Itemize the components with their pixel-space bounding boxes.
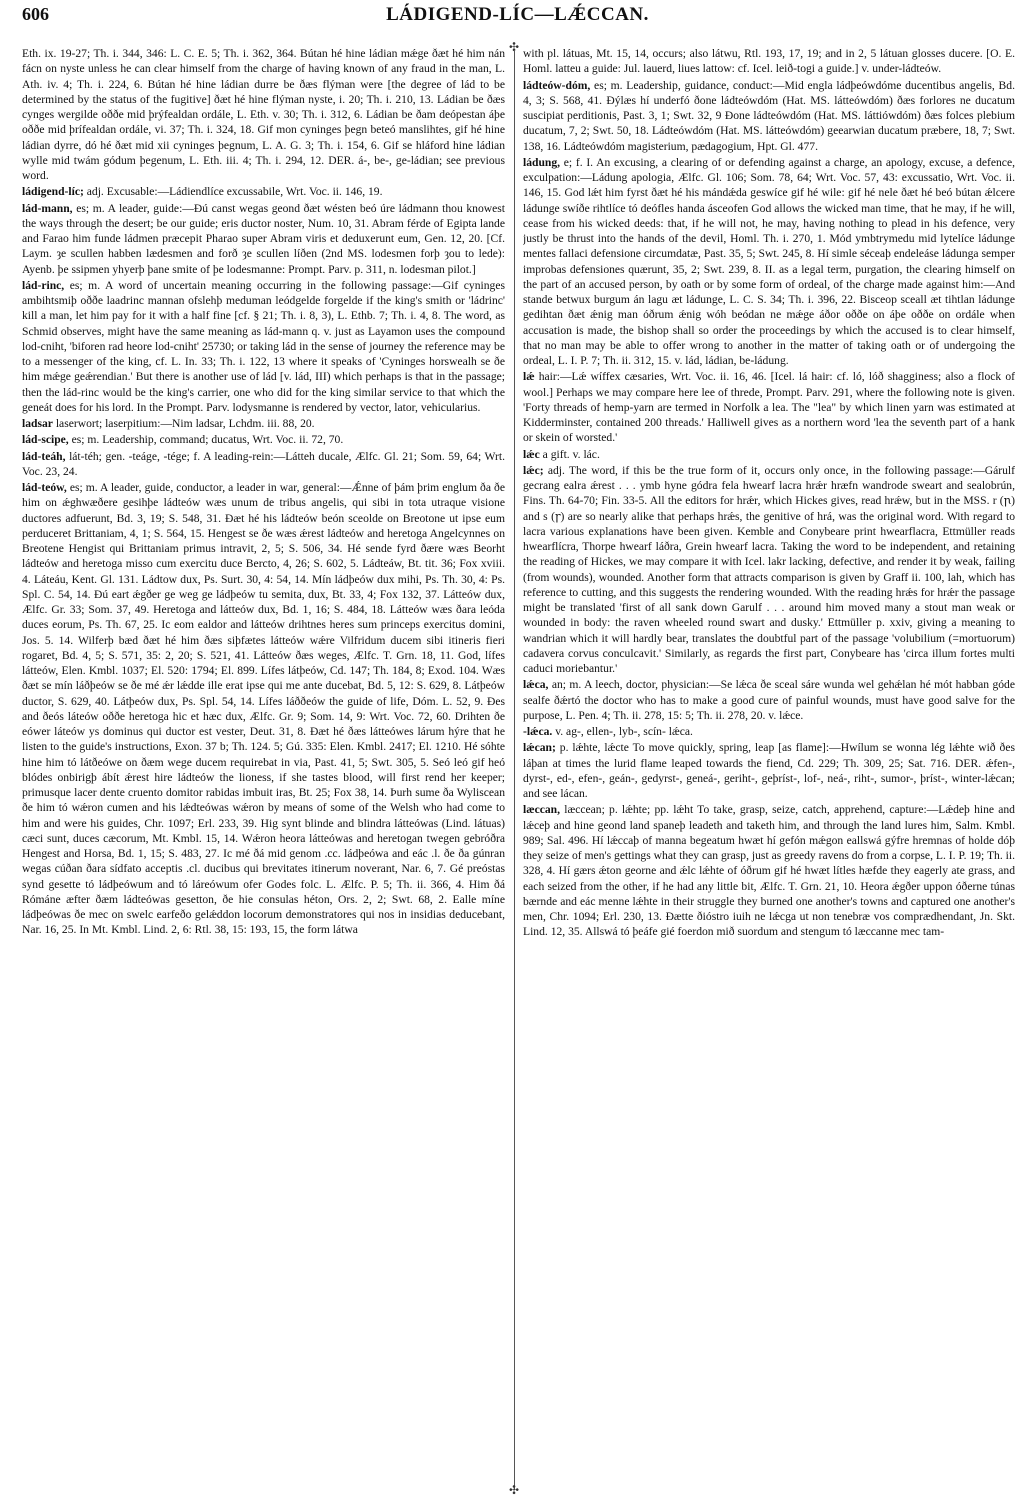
entry-headword: ladsar [22,417,53,430]
entry-headword: -lǽca. [523,725,553,738]
entry-headword: ládteów-dóm, [523,78,591,92]
dictionary-entry [22,46,505,183]
entry-body: læccean; p. lǽhte; pp. lǽht To take, grasp, seize, catch, apprehend, capture:—Lǽdeþ hine and lǽceþ and hine geond land spaneþ leadeth and taketh him, and through the land lures him, Salm. Kmbl. 989; Sal. 496. Hí lǽccaþ of manna begeatum hwæt hí gefón mǽgon eallswá gýfre hremnas of holde dóþ they seize of men's gettings what they can grasp, just as greedy ravens do from a corpse, L. I. P. 19; Th. ii. 328, 4. Hí gærs ǽton georne and ǽlc lǽhte of óðrum gif hé hwæt lítles hæfde they eagerly ate grass, and each seized from the other, if he had any little bit, Ælfc. T. Grn. 21, 10. Heora ǽgðer uppon óðerne túnas bærnde and eác menne lǽhte in their struggle they burned one another's towns and captured one another's men, Chr. 1094; Erl. 230, 13. Ðætte ðióstro iuih ne lǽcga ut non tenebræ vos comprædhendant, Jn. Skt. Lind. 12, 35. Allswá tó þeáfe gié foerdon mið suordum and stengum tó læccanne mec tam- [523,803,1015,939]
dictionary-entry [523,46,1015,77]
entry-body: v. ag-, ellen-, lyb-, scín- lǽca. [555,725,693,738]
entry-body: es; m. Leadership, command; ducatus, Wrt. Voc. ii. 72, 70. [71,433,344,447]
entry-body: es; m. A word of uncertain meaning occurring in the following passage:—Gif cyninges ambihtsmiþ oððe laadrinc mannan ofslehþ meduman leódgelde forgelde if the king's smith or 'ládrinc' kill a man, let him pay for it with a half fine [cf. § 21; Th. i. 8, 3), L. Ethb. 7; Th. i. 4, 8. The word, as Schmid observes, might have the same meaning as lád-mann q. v. just as Layamon uses the compound lod-cniht, 'biforen rad heore lod-cniht' 25730; or taking lád in the sense of journey the reference may be to a messenger of the king, cf. L. In. 33; Th. i. 122, 13 where it speaks of 'Cyninges horswealh se ðe him mǽge geǽrendian.' But there is another use of lád [v. lád, III) which perhaps is that in the passage; then the lád-rinc would be the king's carrier, one who did for the king similar service to that which the geneát does for his lord. In the Prompt. Parv. lodysmanne is rendered by vector, lator, vehicularius. [22,278,505,414]
dictionary-entry [22,432,505,447]
dictionary-entry [22,449,505,480]
page-number: 606 [22,4,49,24]
dictionary-entry [523,447,1015,462]
entry-headword: lád-rinc, [22,278,65,292]
dictionary-entry [22,480,505,938]
entry-body: a gift. v. lác. [542,447,600,461]
entry-body: laserwort; laserpitium:—Nim ladsar, Lchdm. iii. 88, 20. [55,417,315,430]
entry-headword: lád-mann, [22,201,73,215]
entry-body: es; m. A leader, guide:—Ðú canst wegas geond ðæt wésten beó úre ládmann thou knowest the ways through the desert; be our guide; eris ductor noster, Num. 10, 31. Abram férde of Egipta lande and Farao him funde ládmen præcepit Pharao super Abram viris et deduxerunt eum, Gen. 12, 20. [Cf. Laym. ȝe scullen habben lædesmen and forð ȝe scullen líðen (2nd MS. lodesmen forþ ȝou to lede): Ayenb. þe ssipmen yhyerþ þane smite of þe lodesmanne: Prompt. Parv. p. 311, n. lodesman pilot.] [22,201,505,276]
entry-headword: lǽc; [523,463,544,477]
entry-headword: lǽc [523,447,540,461]
column-ornament-bottom: ✣ [508,1483,520,1497]
entry-headword: ládung, [523,155,561,169]
entry-headword: lǽ [523,370,535,384]
entry-body: es; m. Leadership, guidance, conduct:—Mid engla ládþeówdóme ducentibus angelis, Bd. 4, 3; S. 568, 41. Ðýlæs hí underfó ðone ládteówdóm (Hat. MS. látteówdóm) ðæs forlores ne ducatum suscipiat perditionis, Past. 3, 1; Swt. 32, 9 Ðone ládteówdóm (Hat. MS. láttiówdóm) ðæs folces plebium ducatum, 7, 2; Swt. 50, 18. Ládteówdóm (Hat. MS. látteówdóm) geearwian ducatum præbere, 18, 7; Swt. 138, 16. Ládteówdóm magisterium, pædagogium, Hpt. Gl. 477. [523,78,1015,153]
dictionary-entry [523,369,1015,445]
entry-headword: lád-teáh, [22,449,66,463]
entry-body: e; f. I. An excusing, a clearing of or defending against a charge, an apology, excuse, a defence, exculpation:—Ládung apologia, Ælfc. Gl. 106; Som. 78, 64; Wrt. Voc. 57, 43: excussatio, Wrt. Voc. ii. 146, 15. God lǽt him fyrst ðæt hé his mándǽda geswíce gif hé wile: gif hé nele ðæt hé beó bútan ǽlcere ládunge swíðe rihtlíce tó deófles handa ásceofen God allows the wicked man time, that he may, if he will, cease from his wicked deeds: that, if he will not, he may, having nothing to plead in his defence, very justly be thrust into the hands of the devil, Homl. Th. i. 270, 1. Mód ymbtrymedu mid lytelíce ládunge mentes fallaci defensione circumdatæ, Past. 35, 5; Swt. 245, 8. Hí simle séceaþ endeleáse ládunga semper improbas defensiones quærunt, 35, 2; Swt. 239, 8. II. as a legal term, purgation, the clearing himself on the part of an accused person, by oath or by some form of ordeal, of the charge made against him:—And stande betwux burgum án lagu æt ládunge, L. C. S. 34; Th. i. 396, 22. Bisceop sceall æt tihtlan ládunge gedihtan ðæt ǽnig man óðrum ǽnig wóh beódan ne mǽge áðor oððe on áþe oððe on ordále when accusation is made, the bishop shall so order the proceedings by which the accused is to clear himself, that no man may be able to offer wrong to another in the matter of taking oath or of undergoing the ordeal, L. I. P. 7; Th. ii. 312, 15. v. lád, ládian, be-ládung. [523,155,1015,367]
dictionary-entry [22,416,505,431]
entry-headword: læccan, [523,803,561,817]
entry-headword: lǽca, [523,678,549,692]
dictionary-entry [523,78,1015,154]
entry-body: an; m. A leech, doctor, physician:—Se lǽca ðe sceal sáre wunda wel gehǽlan hé mót habban góde sealfe ðǽrtó the doctor who has to make a good cure of painful wounds, must have good salve for the purpose, L. Pen. 4; Th. ii. 278, 15: 5; Th. ii. 278, 20. v. lǽce. [523,678,1015,722]
entry-body: adj. Excusable:—Ládiendlíce excussabile, Wrt. Voc. ii. 146, 19. [86,185,383,199]
entry-body: hair:—Lǽ wíffex cæsaries, Wrt. Voc. ii. 16, 46. [Icel. lá hair: cf. ló, lóð shagginess; also a flock of wool.] Perhaps we may compare here lee of threde, Prompt. Parv. 291, where the following note is given. 'Forty threads of hemp-yarn are termed in Norfolk a lea. The "lea" by which linen yarn was estimated at Kidderminster, contained 200 threads.' Halliwell gives as a northern word 'lea the seventh part of a hank or skein of worsted.' [523,370,1015,445]
entry-headword: ládigend-líc; [22,185,84,199]
dictionary-entry [22,201,505,277]
right-column [523,46,1015,1494]
entry-body: Eth. ix. 19-27; Th. i. 344, 346: L. C. E. 5; Th. i. 362, 364. Bútan hé hine ládian mǽge ðæt hé him nán fácn on nyste unless he can clear himself from the charge of having known of any fraud in the man, L. Ath. iv. 4; Th. i. 224, 6. Bútan hé hine ládian durre be ðæs flýman were [the degree of lád to be determined by the status of the fugitive] ðæt hé hine flýman nyste, i. 20; Th. i. 210, 13. Ládian be ðæs cynges wergilde oððe mid þrýfealdan ordále, L. Eth. v. 30; Th. i. 312, 6. Ládian be ðam deópestan áþe oððe mid þrífealdan ordále, vi. 37; Th. i. 324, 18. Gif mon cyninges þegn beteó manslihtes, gif hé hine ládian dyrre, dó hé ðæt mid xii cyninges þegnum, L. A. G. 3; Th. i. 154, 6. Gif se hláford hine ládian wylle mid twám gódum þegenum, L. Eth. iii. 4; Th. i. 294, 12. DER. á-, be-, ge-ládian; see previous word. [22,47,505,182]
running-head: LÁDIGEND-LÍC—LǼCCAN. [386,4,649,25]
dictionary-entry [22,278,505,415]
dictionary-entry [523,740,1015,801]
column-ornament-top: ✣ [508,40,520,54]
left-column [22,46,505,1494]
entry-headword: lád-scipe, [22,433,69,447]
entry-body: lát-téh; gen. -teáge, -tége; f. A leading-rein:—Látteh ducale, Ælfc. Gl. 21; Som. 59, 64; Wrt. Voc. 23, 24. [22,449,505,478]
dictionary-entry [523,155,1015,369]
dictionary-entry [523,463,1015,677]
entry-body: adj. The word, if this be the true form of it, occurs only once, in the following passage:—Gárulf gecrang ealra ǽrest . . . ymb hyne gódra fela hwearf lacra hrǽr hræfn wandrode sweart and sealobrún, Fins. Th. 64-70; Fin. 33-5. All the editors for hrǽr, which Hickes gives, read hrǽw, but in the MSS. r (ꞃ) and s (ꞅ) are so nearly alike that perhaps hrǽs, the genitive of hrá, was the original word. With regard to lacra various explanations have been given. Kemble and Conybeare print hwearflacra, Ettmüller reads hwearflícra, Thorpe hwearf láðra, Grein hwearf lacra. Taking the word to be independent, and retaining the reading of Hickes, we may compare it with Icel. lakr lacking, defective, and render it by weak, failing (from wounds), wounded. Another form that attracts comparison is given by Graff ii. 100, lah, which has reference to cutting, and this suggests the rendering wounded. With the reading hrǽs for hrǽr the passage might be translated 'first of all sank down Garulf . . . around him moved many a stout man weak or wounded in body: the raven wheeled round swart and dusky.' Ettmüller p. xxiv, giving a meaning to wandrian which it will hardly bear, translates the doubtful part of the passage 'volubilium (=mortuorum) cadavera corvus conculcavit.' Similarly, as regards the first part, Conybeare has 'circa illum fortes multi caduci moriebantur.' [523,463,1015,675]
dictionary-entry [523,724,1015,739]
dictionary-entry [523,677,1015,723]
entry-body: p. lǽhte, lǽcte To move quickly, spring, leap [as flame]:—Hwílum se wonna lég lǽhte wið ðes láþan at times the lurid flame leaped towards the fiend, Cd. 229; Th. 309, 25; Sat. 716. DER. ǽfen-, dyrst-, ed-, efen-, geán-, gedyrst-, geneá-, geriht-, geþríst-, lof-, neá-, riht-, sumor-, þríst-, winter-lǽcan; and see lácan. [523,741,1015,800]
entry-headword: lád-teów, [22,481,67,494]
entry-body: es; m. A leader, guide, conductor, a leader in war, general:—Ǽnne of þám þrim englum ða ðe him on ǽghwæðere gesihþe ládteów wæs unum de tribus angelis, qui sibi in tota utraque visione ductores adfuerunt, Bd. 3, 19; S. 548, 31. Ðæt hé his ládteów beón sceolde on Breotone ut ipse eum perduceret Brittaniam, 4, 1; S. 564, 15. Hengest se ðe wæs ǽrest ládteów and heretoga Angelcynnes on Breotene Hengist qui Brittaniam primus intravit, 2, 5; S. 506, 34. Hé sende fyrd ðære wæs Beorht ládteów and heretoga misso cum exercitu duce Bercto, 4, 26; S. 602, 5. Ládteáw, Bt. tit. 36; Fox xviii. 4. Láteáu, Kent. Gl. 131. Ládtow dux, Ps. Surt. 30, 4: 54, 14. Mín ládþeów dux mihi, Ps. Th. 30, 4: Ps. Spl. C. 54, 14. Ðú eart ǽgðer ge weg ge ládþeów tu semita, dux, Bt. 33, 4; Fox 132, 37. Látteów dux, Ælfc. Gr. 33; Som. 37, 49. Heretoga and látteów dux, Bd. 1, 16; S. 484, 18. Látteów wæs ðara leóda duces eorum, Ps. Th. 67, 25. Ic eom ealdor and látteów drihtnes heres sum princeps exercitus domini, Jos. 5. 14. Wilferþ bæd ðæt hé him ðæs siþfætes látteów wǽre Vilfridum ducem sibi itineris fieri rogaret, Bd. 4, 5; S. 571, 35: 2, 20; S. 521, 41. Látteów ðæs weges, Ælfc. T. Grn. 18, 11. God, lífes látteów, Elen. Kmbl. 1037; El. 520: 1794; El. 899. Lífes látþeów, Cd. 147; Th. 184, 8; Exod. 104. Wæs ðæt se mín láðþeów se ðe mé ǽr lǽdde ille erat ipse qui me ante ducebat, Bd. 5, 12: S. 629, 8. Látþeów ductor, S. 629, 40. Látþeów dux, Ps. Spl. 54, 14. Lífes láððeów the guide of life, Dóm. L. 52, 9. Ðes and ðeós láteów oððe heretoga hic et hæc dux, Ælfc. Gr. 9; Som. 14, 9: Wrt. Voc. 72, 60. Drihten ðe eówer láteów ys dominus qui ductor est vester, Deut. 31, 8. Ðæt hé ðæs látteówes lárum hýre that he listen to the guide's instructions, Exon. 37 b; Th. 124. 5; Gú. 335: Elen. Kmbl. 2417; El. 1210. Hé sóhte hine him tó látðeówe on ðæm wege ducem requirebat in via, Past. 41, 5; Swt. 305, 5. Seó leó gif heó blódes onbirigþ ábít ǽrest hire ládteów the lioness, if she tastes blood, will first rend her keeper; primusque lacer dente cruento domitor rabidas imbuit iras, Bt. 25; Fox 38, 14. Þurh sume ða Wyliscean ðe him tó wǽron cumen and his lǽdteówas wǽron by means of some of the Welsh who had come to him and were his guides, Chr. 1097; Erl. 233, 39. Hig synt blinde and blindra látteówas (Lind. látuas) cæci sunt, duces cæcorum, Mt. Kmbl. 15, 14. Wǽron heora látteówas and heretogan twegen gebróðra Hengest and Horsa, Bd. 1, 15; S. 483, 27. Ic mé ðá mid genom .cc. ládþeówa and eác .l. ðe ða gúnran wegas cúðan ðara sídfato acceptis .cl. ducibus qui brevitates itinerum noverant, Nar. 6, 7. Gé preóstas synd gesette tó ládþeówum and tó láreówum ofer Godes folc. L. Ælfc. P. 5; Th. ii. 366, 4. Him ðá Rómáne æfter ðæm ládteówas gesetton, ðe hie consulas héton, Ors. 2, 2; Swt. 68, 2. Ealle míne ládþeówas ðe mec on swelc earfeðo gelǽddon locorum demonstratores qui nos in insidias deducebant, Nar. 16, 25. In Mt. Kmbl. Lind. 2, 6: Rtl. 38, 15: 193, 15, the form látwa [22,481,505,937]
page-header [22,4,1013,34]
entry-headword: lǽcan; [523,741,556,755]
dictionary-entry [22,184,505,199]
dictionary-entry [523,802,1015,939]
entry-body: with pl. látuas, Mt. 15, 14, occurs; also látwu, Rtl. 193, 17, 19; and in 2, 5 látuan glosses ducere. [O. E. Homl. latteu a guide: Jul. lauerd, liues lattow: cf. Icel. leið-togi a guide.] v. under-ládteów. [523,47,1015,76]
column-divider [514,50,515,1490]
